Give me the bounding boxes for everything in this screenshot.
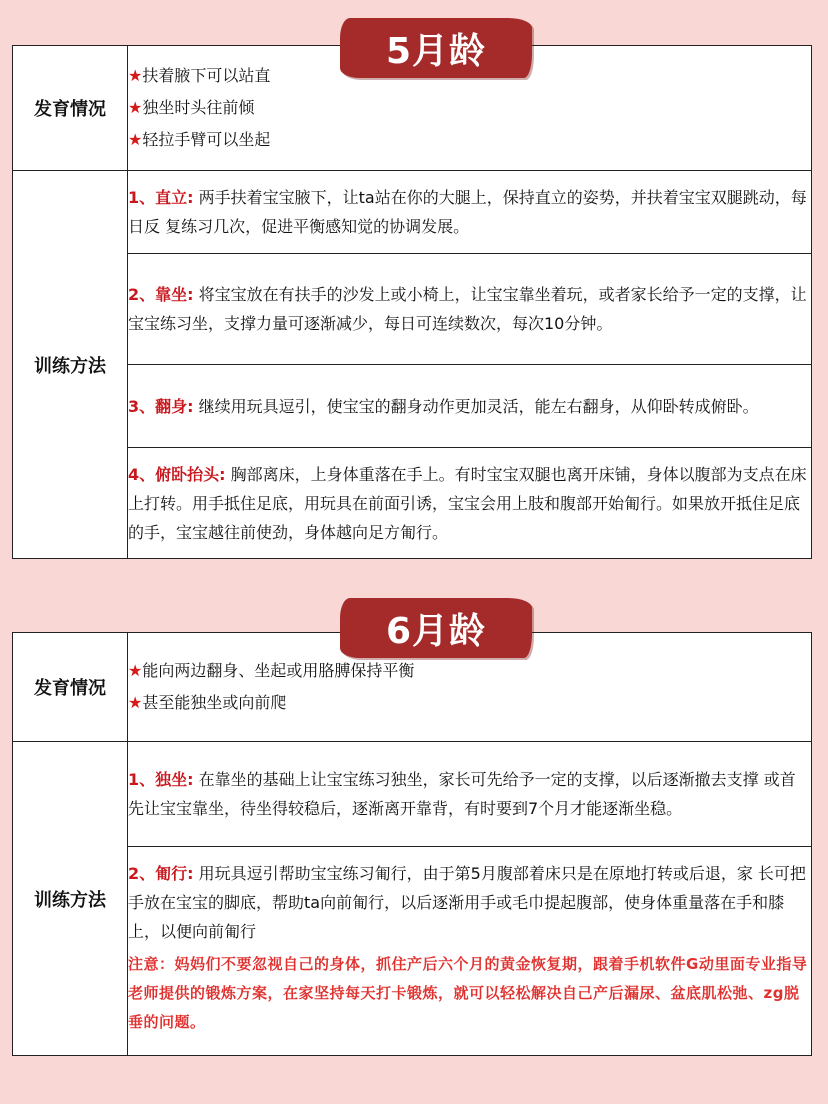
list-item: ★轻拉手臂可以坐起 [128, 130, 271, 149]
star-icon: ★ [128, 130, 143, 149]
train-label: 训练方法 [13, 742, 128, 1056]
star-icon: ★ [128, 693, 143, 712]
star-icon: ★ [128, 98, 143, 117]
list-item: ★独坐时头往前倾 [128, 98, 255, 117]
banner-title: 6月龄 [385, 610, 487, 652]
list-item: ★甚至能独坐或向前爬 [128, 693, 287, 712]
list-item: ★能向两边翻身、坐起或用胳膊保持平衡 [128, 661, 415, 680]
list-item: ★扶着腋下可以站直 [128, 66, 271, 85]
train-label: 训练方法 [13, 171, 128, 559]
table-row-method [13, 448, 812, 559]
dev-label: 发育情况 [13, 633, 128, 742]
table-row-method [13, 254, 812, 365]
table-row-method [13, 847, 812, 1056]
table-month5 [12, 45, 812, 559]
table-row-method [13, 742, 812, 847]
table-month6 [12, 632, 812, 1056]
banner-title: 5月龄 [385, 30, 487, 72]
promo-note: 注意：妈妈们不要忽视自己的身体，抓住产后六个月的黄金恢复期，跟着手机软件G动里面专业指导老师提供的锻炼方案，在家坚持每天打卡锻炼，就可以轻松解决自己产后漏尿、盆底肌松弛、zg脱垂的问题。 [128, 955, 808, 1031]
method-cell: 1、直立: 两手扶着宝宝腋下，让ta站在你的大腿上，保持直立的姿势，并扶着宝宝双腿跳动，每日反 复练习几次，促进平衡感知觉的协调发展。 [128, 171, 812, 254]
star-icon: ★ [128, 661, 143, 680]
banner-month5 [340, 18, 532, 78]
method-cell: 2、匍行: 用玩具逗引帮助宝宝练习匍行，由于第5月腹部着床只是在原地打转或后退，家 长可把手放在宝宝的脚底，帮助ta向前匍行，以后逐渐用手或毛巾提起腹部，使身体重量落在手和膝上，以便向前匍行 注意：妈妈们不要忽视自己的身体，抓住产后六个月的黄金恢复期，跟着手机软件G动里面专业指导老师提供的锻炼方案，在家坚持每天打卡锻炼，就可以轻松解决自己产后漏尿、盆底肌松弛、zg脱垂的问题。 [128, 847, 812, 1056]
table-row-method [13, 365, 812, 448]
banner-month6 [340, 598, 532, 658]
method-cell: 1、独坐: 在靠坐的基础上让宝宝练习独坐，家长可先给予一定的支撑，以后逐渐撤去支撑 或首先让宝宝靠坐，待坐得较稳后，逐渐离开靠背，有时要到7个月才能逐渐坐稳。 [128, 742, 812, 847]
dev-label: 发育情况 [13, 46, 128, 171]
star-icon: ★ [128, 66, 143, 85]
method-cell: 4、俯卧抬头: 胸部离床，上身体重落在手上。有时宝宝双腿也离开床铺，身体以腹部为支点在床上打转。用手抵住足底，用玩具在前面引诱，宝宝会用上肢和腹部开始匍行。如果放开抵住足底的手，宝宝越往前使劲，身体越向足方匍行。 [128, 448, 812, 559]
table-row-method [13, 171, 812, 254]
method-cell: 2、靠坐: 将宝宝放在有扶手的沙发上或小椅上，让宝宝靠坐着玩，或者家长给予一定的支撑，让宝宝练习坐，支撑力量可逐渐减少，每日可连续数次，每次10分钟。 [128, 254, 812, 365]
method-cell: 3、翻身: 继续用玩具逗引，使宝宝的翻身动作更加灵活，能左右翻身，从仰卧转成俯卧。 [128, 365, 812, 448]
